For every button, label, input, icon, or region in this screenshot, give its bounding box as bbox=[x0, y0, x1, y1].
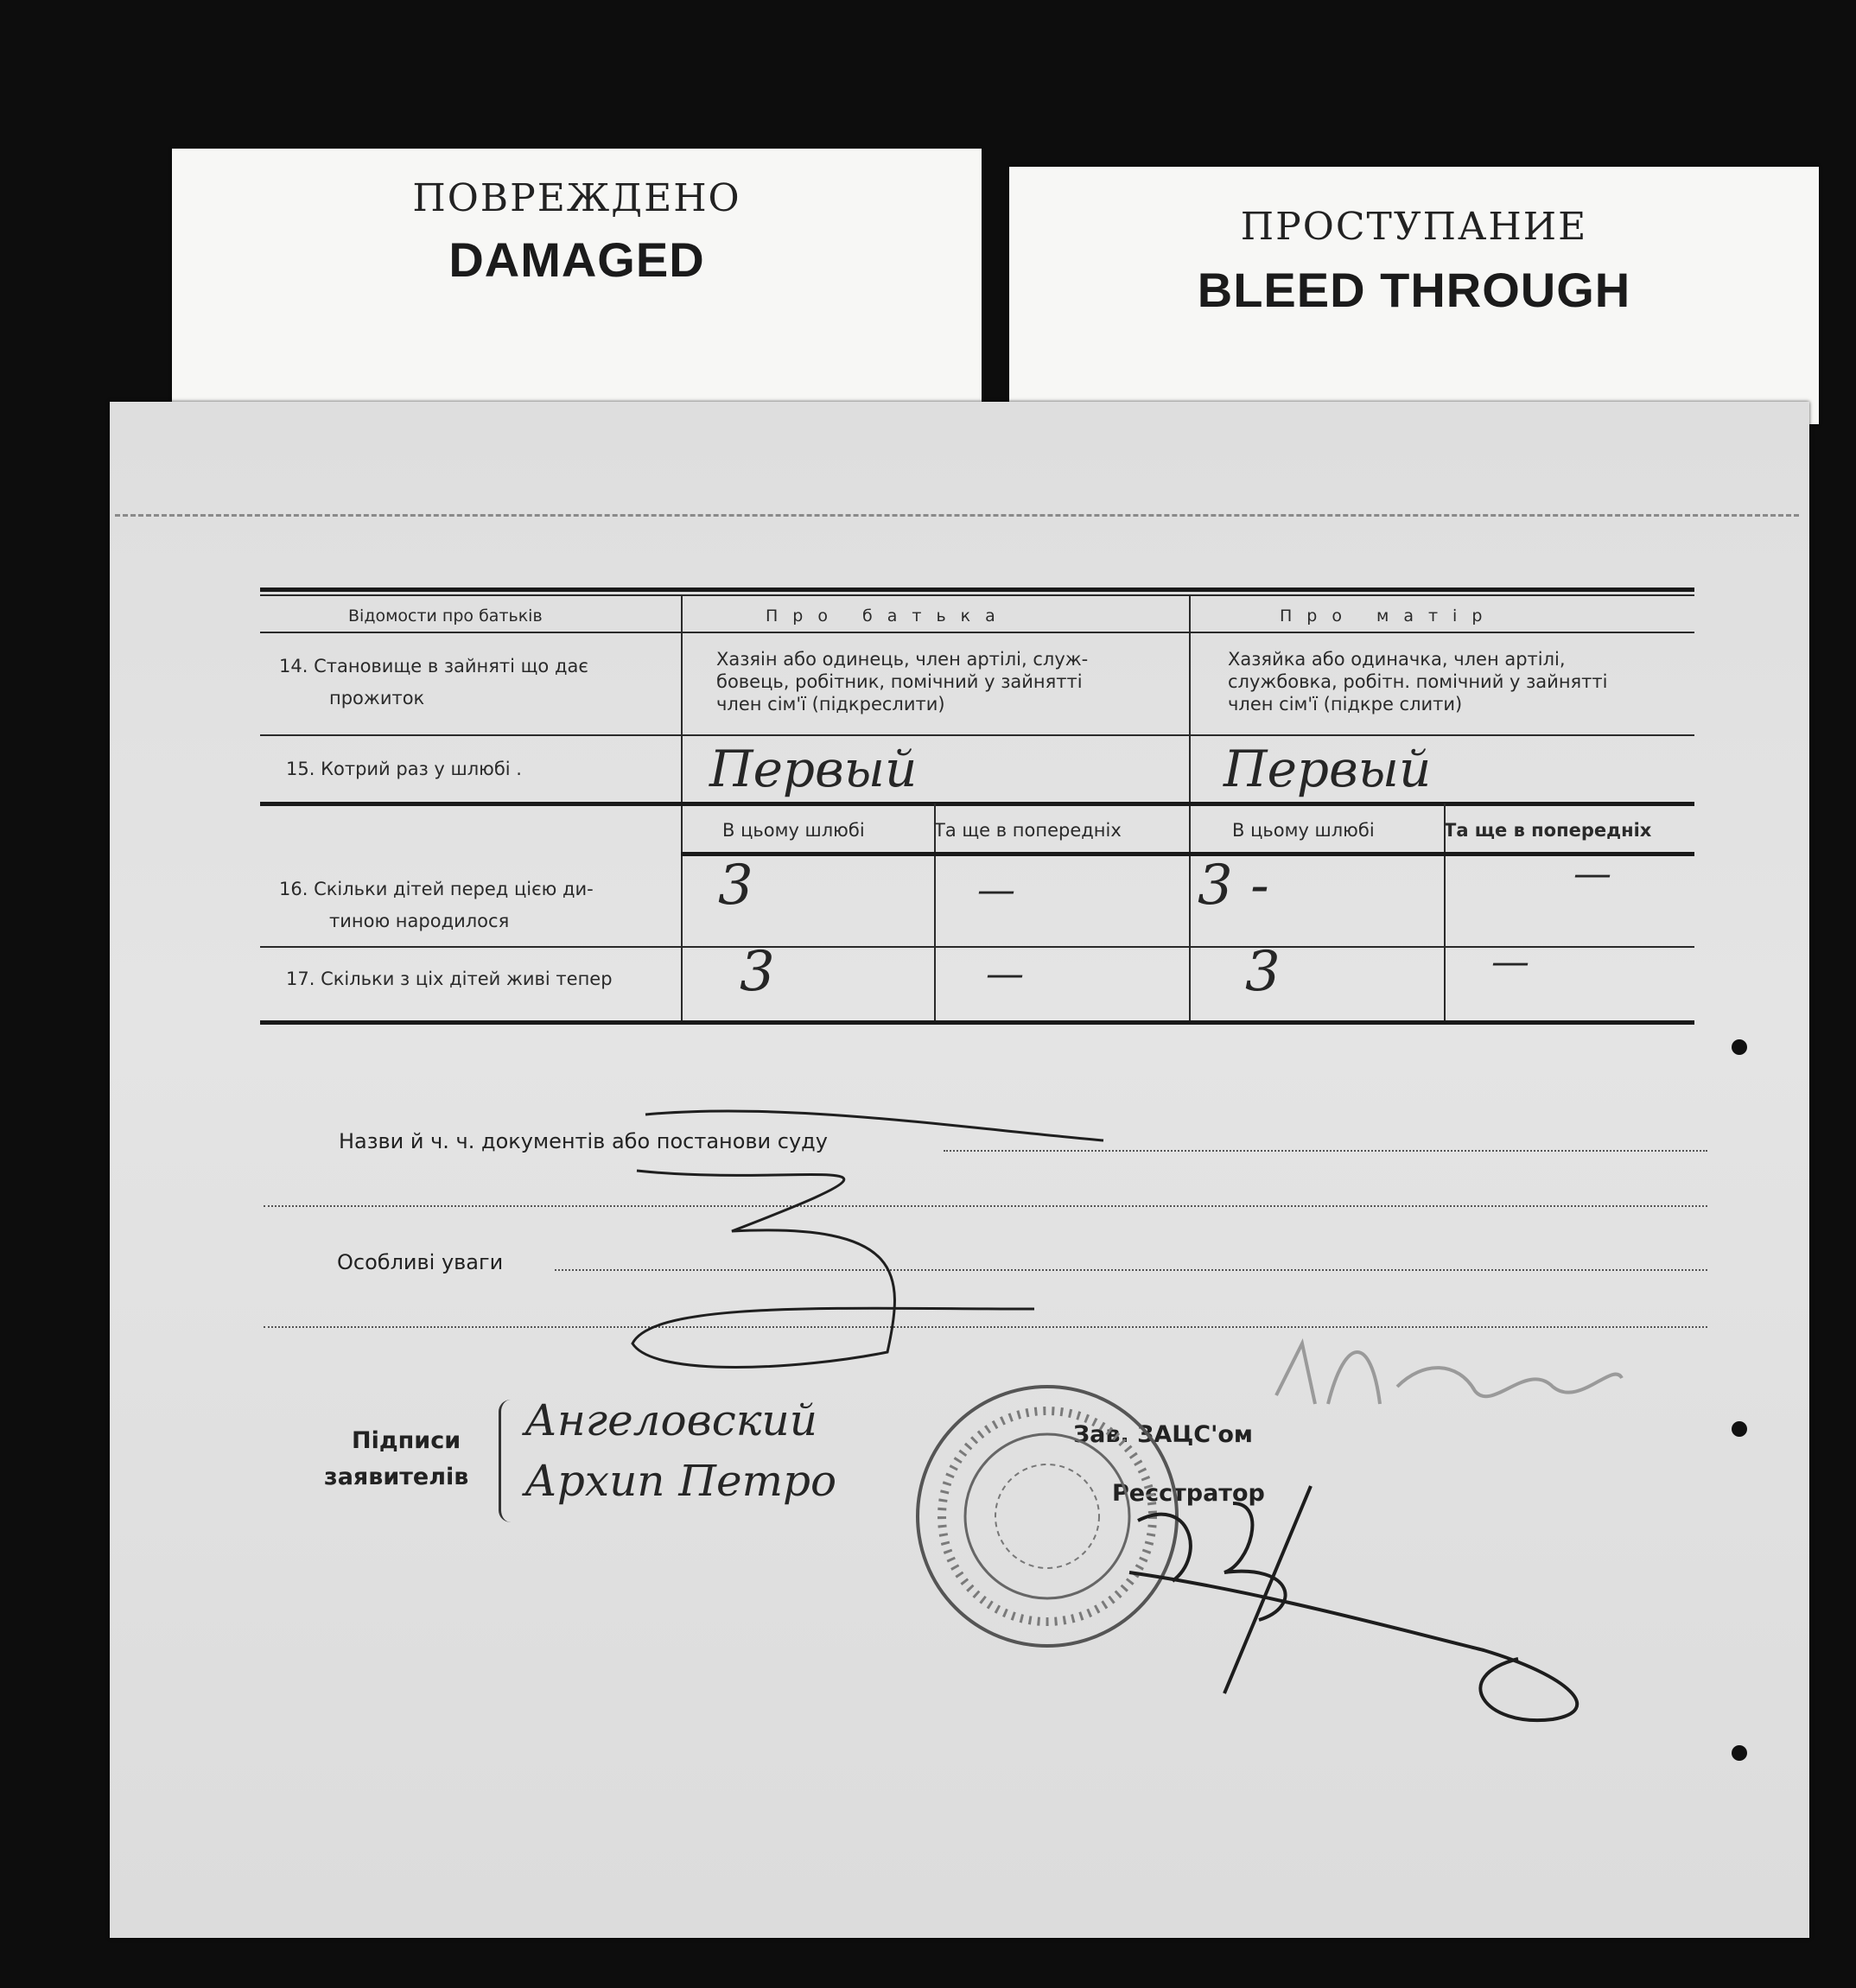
row16-father-this: 3 bbox=[718, 854, 753, 918]
subheader-father-this: В цьому шлюбі bbox=[722, 820, 865, 841]
header-mother: Про матір bbox=[1280, 607, 1497, 626]
subheader-mother-prev: Та ще в попередніх bbox=[1444, 820, 1652, 841]
applicant-signature-2: Архип Петро bbox=[524, 1456, 837, 1506]
bleed-through-label-en: BLEED THROUGH bbox=[1197, 263, 1631, 317]
row16-mother-prev: — bbox=[1573, 852, 1611, 896]
punch-hole bbox=[1732, 1745, 1747, 1761]
header-col0: Відомости про батьків bbox=[348, 607, 543, 626]
punch-hole bbox=[1732, 1421, 1747, 1437]
head-label: Зав. ЗАЦС'ом bbox=[1073, 1421, 1253, 1448]
documents-label: Назви й ч. ч. документів або постанови суду bbox=[339, 1129, 828, 1153]
row14-mother-line2: службовка, робітн. помічний у зайнятті bbox=[1228, 671, 1608, 692]
signatures-label-line2: заявителів bbox=[324, 1464, 469, 1490]
bleed-through-card bbox=[1009, 167, 1819, 424]
registrar-label: Реєстратор bbox=[1112, 1480, 1265, 1507]
row14-mother-line3: член сім'ї (підкре слити) bbox=[1228, 694, 1463, 715]
row14-father-line1: Хазяін або одинець, член артілі, служ- bbox=[716, 649, 1089, 670]
row14-mother-line1: Хазяйка або одиначка, член артілі, bbox=[1228, 649, 1566, 670]
row14-label-line1: 14. Становище в зайняті що дає bbox=[279, 656, 588, 676]
row16-label-line2: тиною народилося bbox=[329, 911, 510, 931]
row14-label-line2: прожиток bbox=[329, 688, 425, 708]
registrar-signature bbox=[1121, 1469, 1605, 1728]
row17-father-prev: — bbox=[986, 952, 1024, 996]
row16-father-prev: — bbox=[977, 868, 1015, 912]
row17-mother-prev: — bbox=[1491, 940, 1529, 984]
remarks-label: Особливі уваги bbox=[337, 1250, 504, 1274]
row17-mother-this: 3 bbox=[1245, 940, 1281, 1004]
row16-label-line1: 16. Скільки дітей перед цією ди- bbox=[279, 879, 594, 899]
subheader-father-prev: Та ще в попередніх bbox=[934, 820, 1122, 841]
row15-label: 15. Котрий раз у шлюбі . bbox=[286, 759, 522, 779]
faint-head-signature bbox=[1268, 1326, 1630, 1430]
bleed-through-label-ru: ПРОСТУПАНИЕ bbox=[1240, 205, 1588, 249]
row14-father-line2: бовець, робітник, помічний у зайнятті bbox=[716, 671, 1083, 692]
row17-father-this: 3 bbox=[740, 940, 775, 1004]
row15-mother-value: Первый bbox=[1224, 740, 1432, 798]
row17-label: 17. Скільки з ціх дітей живі тепер bbox=[286, 969, 613, 989]
cross-out-scrawl bbox=[628, 1093, 1112, 1369]
signatures-label-line1: Підписи bbox=[352, 1427, 461, 1454]
subheader-mother-this: В цьому шлюбі bbox=[1232, 820, 1375, 841]
row16-mother-this: 3 - bbox=[1198, 854, 1269, 918]
document-sheet bbox=[110, 402, 1809, 1938]
applicant-signature-1: Ангеловский bbox=[524, 1395, 817, 1445]
damaged-label-ru: ПОВРЕЖДЕНО bbox=[412, 176, 741, 220]
punch-hole bbox=[1732, 1039, 1747, 1055]
row14-father-line3: член сім'ї (підкреслити) bbox=[716, 694, 945, 715]
perforation-line bbox=[115, 514, 1799, 517]
header-father: Про батька bbox=[766, 607, 1010, 626]
signatures-brace bbox=[499, 1400, 513, 1522]
damaged-card bbox=[172, 149, 982, 406]
damaged-label-en: DAMAGED bbox=[448, 232, 705, 287]
row15-father-value: Первый bbox=[709, 740, 918, 798]
